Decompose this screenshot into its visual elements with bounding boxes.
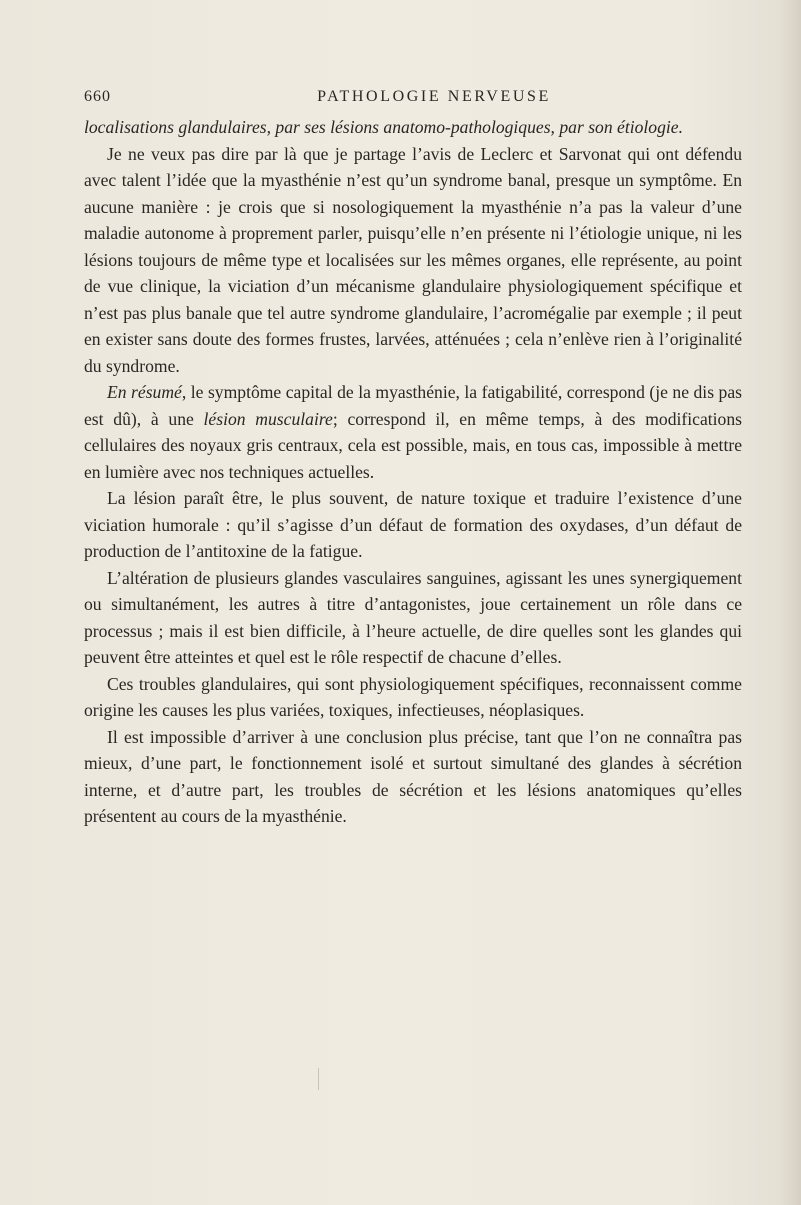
- body-text: [84, 114, 742, 830]
- paragraph: [84, 141, 742, 380]
- text-segment: Je ne veux pas dire par là que je partage l’avis de Leclerc et Sarvonat qui ont défendu avec talent l’idée que la myasthénie n’est qu’un syndrome banal, presque un symptôme. En aucune manière : je crois que si nosologiquement la myasthénie n’a pas la valeur d’une maladie autonome à proprement parler, puisqu’elle n’en présente ni l’étiologie unique, ni les lésions toujours de même type et localisées sur les mêmes organes, elle représente, au point de vue clinique, la viciation d’un mécanisme glandulaire physiologiquement spécifique et n’est pas plus banale que tel autre syndrome glandulaire, l’acromégalie par exemple ; il peut en exister sans doute des formes frustes, larvées, atténuées ; cela n’enlève rien à l’originalité du syndrome.: [84, 143, 742, 376]
- text-segment: L’altération de plusieurs glandes vasculaires sanguines, agissant les unes synergiquement ou simultanément, les autres à titre d’antagonistes, joue certainement un rôle dans ce processus ; mais il est bien difficile, à l’heure actuelle, de dire quelles sont les glandes qui peuvent être atteintes et quel est le rôle respectif de chacune d’elles.: [84, 567, 742, 667]
- italic-text-segment: En résumé: [107, 382, 182, 402]
- paragraph: [84, 671, 742, 724]
- running-title: PATHOLOGIE NERVEUSE: [317, 88, 551, 105]
- page-edge-shadow: [779, 0, 801, 1205]
- paragraph: [84, 114, 742, 141]
- paragraph: [84, 485, 742, 565]
- text-segment: Il est impossible d’arriver à une conclusion plus précise, tant que l’on ne connaîtra pas mieux, d’une part, le fonctionnement isolé et surtout simultané des glandes à sécrétion interne, et d’autre part, les troubles de sécrétion et les lésions anatomiques qu’elles présentent au cours de la myasthénie.: [84, 726, 742, 826]
- paragraph: [84, 565, 742, 671]
- paragraph: [84, 379, 742, 485]
- page-header: [84, 88, 744, 110]
- text-segment: ; correspond il, en même temps, à des modifications cellulaires des noyaux gris centraux, cela est possible, mais, en tous cas, impossible à mettre en lumière avec nos techniques actuelles.: [84, 408, 742, 482]
- text-segment: Ces troubles glandulaires, qui sont physiologiquement spécifiques, reconnaissent comme origine les causes les plus variées, toxiques, infectieuses, néoplasiques.: [84, 673, 742, 720]
- text-segment: La lésion paraît être, le plus souvent, de nature toxique et traduire l’existence d’une viciation humorale : qu’il s’agisse d’un défaut de formation des oxydases, d’un défaut de production de l’antitoxine de la fatigue.: [84, 488, 742, 561]
- paragraph: [84, 724, 742, 830]
- text-segment: , le symptôme capital de la myasthénie, la fatigabilité, correspond (je ne dis pas est dû), à une: [84, 382, 742, 429]
- italic-text-segment: localisations glandulaires, par ses lésions anatomo-pathologiques, par son étiologie.: [84, 117, 683, 137]
- page-number: 660: [84, 88, 111, 105]
- italic-text-segment: lésion musculaire: [203, 408, 333, 429]
- stray-mark: [318, 1068, 319, 1090]
